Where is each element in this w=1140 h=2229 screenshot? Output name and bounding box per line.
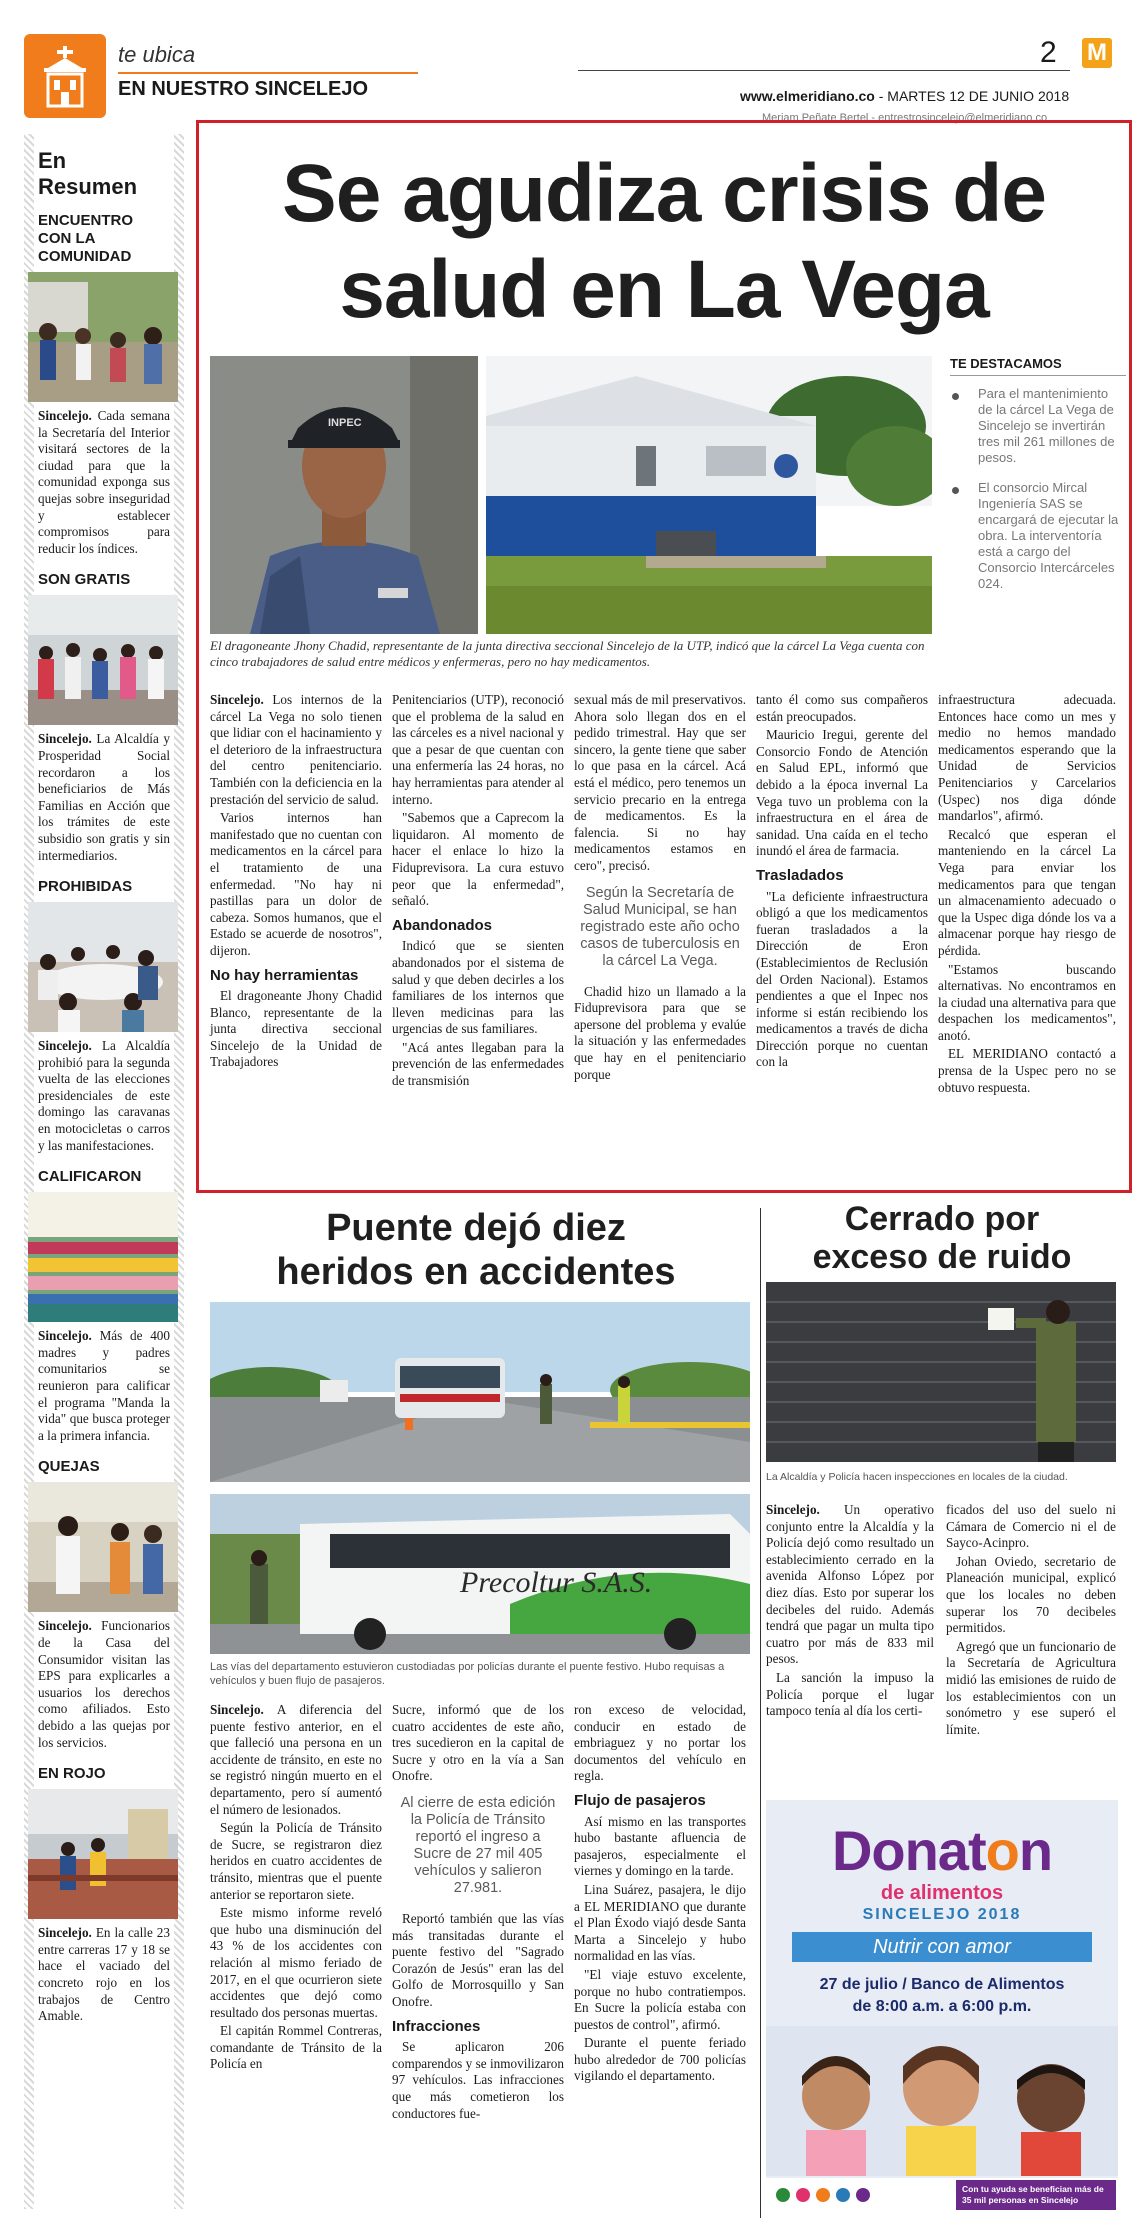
ad-footer-bar xyxy=(766,2178,1118,2212)
section-kicker: te ubica xyxy=(118,42,196,67)
sidebar-item-head: SON GRATIS xyxy=(38,571,131,589)
donaton-advertisement[interactable] xyxy=(766,1800,1118,2212)
ad-brand: Donaton xyxy=(831,1819,1053,1882)
highlight-item: El consorcio Mircal Ingeniería SAS se encargará de ejecutar la obra. La interventoría está a cargo del Consorcio Intercárceles 024. xyxy=(950,480,1126,592)
ruido-column-1: Sincelejo. Un operativo conjunto entre la Alcaldía y la Policía dejó como resultado un establecimiento cerrado en la avenida Alfonso López por diez días. Esto por superar los decibeles del ruido. Además tendrá que pagar un multa tipo cuatro por más de 833 mil pesos. La sanción la impuso la Policía porque el lugar tampoco tenía al día los certi- xyxy=(766,1502,934,1719)
site-url[interactable]: www.elmeridiano.co xyxy=(740,88,875,104)
subhead: Infracciones xyxy=(392,2017,481,2035)
subhead: Trasladados xyxy=(756,866,844,884)
ruido-headline xyxy=(766,1200,1118,1276)
feature-column-5: infraestructura adecuada. Entonces hace como un mes y medio no hemos mandado medicamentos esperando que la Unidad de Servicios Penitenciarios y Carcelarios (Uspec) nos diga dónde mandarlos", afirmó. Recalcó que esperan el manteniendo en la cárcel La Vega para enviar los medicamentos para que tengan un almacenamiento adecuado o que la Uspec diga dónde los va a almacenar porque hay riesgo de pérdida. "Estamos buscando alternativas. No encontramos en la ciudad una alternativa para que despachen los medicamentos", anotó. EL MERIDIANO contactó a prensa de la Uspec pero no se obtuvo respuesta. xyxy=(938,692,1116,1095)
sidebar-item-text: Sincelejo. En la calle 23 entre carreras 17 y 18 se hace el vaciado del concreto rojo en los trabajos de Centro Amable. xyxy=(38,1925,170,2024)
newspaper-logo: M xyxy=(1082,38,1112,68)
meeting-room-photo xyxy=(28,902,178,1032)
sidebar-item-text: Sincelejo. Más de 400 madres y padres comunitarios se reunieron para calificar el programa "Manda la vida" que busca proteger a la primera infancia. xyxy=(38,1328,170,1443)
sidebar-item-text: Sincelejo. La Alcaldía prohibió para la segunda vuelta de las elecciones presidenciales de este domingo las caravanas en motocicletas o carros y las manifestaciones. xyxy=(38,1038,170,1153)
sidebar-item xyxy=(38,1168,170,1444)
sidebar-item xyxy=(38,571,170,864)
kicker-rule xyxy=(118,72,418,74)
te-destacamos-title: TE DESTACAMOS xyxy=(950,356,1126,376)
sidebar-item-text: Sincelejo. Cada semana la Secretaría del Interior visitará sectores de la ciudad para que la comunidad exponga sus quejas sobre inseguridad y establecer compromisos para reducir los índices. xyxy=(38,408,170,556)
section-name: EN NUESTRO SINCELEJO xyxy=(118,78,369,100)
feature-photo-caption: El dragoneante Jhony Chadid, representante de la junta directiva seccional Sincelejo de la UTP, indicó que la cárcel La Vega cuenta con cinco trabajadores de salud entre médicos y enfermeras, pero no hay medicamentos. xyxy=(210,638,925,669)
sidebar-item-head: EN ROJO xyxy=(38,1765,106,1783)
puente-column-2: Sucre, informó que de los cuatro accidentes de este año, tres sucedieron en la capital de Sucre y otro en la vía a San Onofre. Al cierre de esta edición la Policía de Tránsito reportó el ingreso a Sucre de 27 mil 405 vehículos y salieron 27.981. Reportó también que las vías más transitadas durante el puente festivo del "Sagrado Corazón de Jesús" eran las del Golfo de Morrosquillo y San Onofre. Infracciones Se aplicaron 206 comparendos y se inmovilizaron 97 vehículos. Las infracciones que más cometieron los conductores fue- xyxy=(392,1702,564,2121)
puente-column-3: ron exceso de velocidad, conducir en estado de embriaguez y no portar los documentos del vehículo en regla. Flujo de pasajeros Así mismo en las transportes hubo bastante afluencia de pasajeros, especialmente el viernes y domingo en la tarde. Lina Suárez, pasajera, le dijo a EL MERIDIANO que durante el Plan Éxodo viajó desde Santa Marta a Sincelejo y hubo normalidad en las vías. "El viaje estuvo excelente, porque no hubo contratiempos. En Sucre la policía estaba con puestos de control", afirmó. Durante el puente feriado hubo alrededor de 700 policías vigilando el departamento. xyxy=(574,1702,746,2084)
sponsor-logo xyxy=(856,2188,870,2202)
feature-column-2: Penitenciarios (UTP), reconoció que el problema de la salud en las cárceles es a nivel nacional y que a pesar de que cuentan con una enfermería las 24 horas, no hay herramientas para atender al interno. "Sabemos que a Caprecom la liquidaron. Al momento de hacer el enlace lo hizo la Fiduprevisora. La cura estuvo peor que la enfermedad", señaló. Abandonados Indicó que se sienten abandonados por el sistema de salud y que deben decirles a los familiares de los internos que lleven medicinas para las urgencias de sus familiares. "Acá antes llegaban para la prevención de las enfermedades de transmisión xyxy=(392,692,564,1089)
page-number: 2 xyxy=(1040,36,1057,69)
sponsor-logo xyxy=(836,2188,850,2202)
dateline xyxy=(740,88,1069,104)
familias-en-accion-photo xyxy=(28,595,178,725)
subhead: No hay herramientas xyxy=(210,966,359,984)
sponsor-logo xyxy=(776,2188,790,2202)
sidebar-item xyxy=(38,212,170,557)
headline-line: Puente dejó diez xyxy=(326,1207,626,1249)
svg-text:INPEC: INPEC xyxy=(328,417,362,429)
church-icon xyxy=(40,46,90,108)
feature-column-4: tanto él como sus compañeros están preocupados. Mauricio Iregui, gerente del Consorcio Fondo de Atención en Salud EPL, informó que debido a la época invernal La Vega tuvo un problema con la infraestructura en el área de sanidad. Una caída en el techo inundó el área de farmacia. Trasladados "La deficiente infraestructura obligó a que los medicamentos fueran trasladados a la Dirección de Eron (Establecimientos de Reclusión del Orden Nacional). Estamos pendientes a que el Inpec nos informe si están recibiendo los medicamentos a través de dicha Dirección porque no cuentan con la xyxy=(756,692,928,1070)
sidebar-item-head: PROHIBIDAS xyxy=(38,878,133,896)
highlight-item: Para el mantenimiento de la cárcel La Vega de Sincelejo se invertirán tres mil 261 millones de pesos. xyxy=(950,386,1126,466)
children-photo xyxy=(766,2026,1118,2176)
column-divider xyxy=(760,1208,761,2218)
sidebar-item-head: QUEJAS xyxy=(38,1458,100,1476)
sidebar-item-text: Sincelejo. Funcionarios de la Casa del Consumidor visitan las EPS para explicarles a usuarios los derechos como afiliados. Esto debido a las quejas por los servicios. xyxy=(38,1618,170,1750)
headline-line: Cerrado por xyxy=(844,1200,1040,1238)
subhead: Abandonados xyxy=(392,916,492,934)
byline: Meriam Peñate Bertel - entrestrosincelejo@elmeridiano.co xyxy=(762,112,1048,124)
headline-line: exceso de ruido xyxy=(812,1238,1072,1276)
sidebar-item xyxy=(38,878,170,1154)
ruido-column-2: ficados del uso del suelo ni Cámara de Comercio ni el de Sayco-Acinpro. Johan Oviedo, secretario de Planeación municipal, explicó que los locales no deben superar los 70 decibeles permitidos. Agregó que un funcionario de la Secretaría de Agricultura midió las emisiones de ruido de los establecimientos con un sonómetro y ese superó el límite. xyxy=(946,1502,1116,1737)
community-parents-photo xyxy=(28,1192,178,1322)
consumer-office-photo xyxy=(28,1482,178,1612)
sidebar-item-head: CALIFICARON xyxy=(38,1168,142,1186)
sidebar-en-resumen xyxy=(24,134,184,2209)
section-logo xyxy=(24,34,106,118)
closed-shop-photo xyxy=(766,1282,1116,1462)
sidebar-item xyxy=(38,1765,170,2025)
puente-headline xyxy=(200,1206,752,1294)
header-rule xyxy=(578,70,1070,71)
ad-tagline: Nutrir con amor xyxy=(792,1932,1092,1962)
headline-line: Se agudiza crisis de xyxy=(282,148,1046,239)
feature-column-3: sexual más de mil preservativos. Ahora solo llegan dos en el pedido trimestral. Hay que ser sincero, la gente tiene que saber lo que pasa en la cárcel. Acá está el médico, pero tenemos un servicio precario en la entrega de medicamentos. Es la falencia. Si no hay medicamentos estamos en cero", precisó. Según la Secretaría de Salud Municipal, se han registrado este año ocho casos de tuberculosis en la cárcel La Vega. Chadid hizo un llamado a la Fiduprevisora para que se apersone del problema y evalúe la situación y las enfermedades que hay en el penitenciario porque xyxy=(574,692,746,1082)
sidebar-title: En Resumen xyxy=(38,148,138,199)
pull-quote: Según la Secretaría de Salud Municipal, se han registrado este año ocho casos de tuberculosis en la cárcel La Vega. xyxy=(580,884,740,969)
ad-footer-text: Con tu ayuda se benefician más de 35 mil personas en Sincelejo xyxy=(956,2180,1116,2210)
sponsor-logo xyxy=(816,2188,830,2202)
guard-portrait-photo xyxy=(210,356,478,634)
pull-quote: Al cierre de esta edición la Policía de Tránsito reportó el ingreso a Sucre de 27 mil 405 vehículos y salieron 27.981. xyxy=(400,1794,556,1896)
concrete-works-photo xyxy=(28,1789,178,1919)
issue-date: - MARTES 12 DE JUNIO 2018 xyxy=(874,88,1070,104)
police-checkpoint-photo xyxy=(210,1302,750,1482)
headline-line: salud en La Vega xyxy=(339,244,989,335)
ruido-photo-caption: La Alcaldía y Policía hacen inspecciones en locales de la ciudad. xyxy=(766,1471,1068,1483)
puente-photo-caption: Las vías del departamento estuvieron custodiadas por policías durante el puente festivo. Hubo requisas a vehículos y buen flujo de pasajeros. xyxy=(210,1661,725,1687)
feature-column-1: Sincelejo. Los internos de la cárcel La Vega no solo tienen que lidiar con el hacinamiento y el deterioro de la infraestructura del centro penitenciario. También con la deficiencia en la prestación del servicio de salud. Varios internos han manifestado que no cuentan con medicamentos en la cárcel para el tratamiento de una enfermedad. "No hay ni pastillas para un dolor de cabeza. Somos humanos, que el Estado se acuerde de nosotros", dijeron. No hay herramientas El dragoneante Jhony Chadid Blanco, representante de la junta directiva seccional Sincelejo de la Unidad de Trabajadores xyxy=(210,692,382,1070)
feature-headline xyxy=(200,146,1128,338)
prison-building-photo xyxy=(486,356,932,634)
bus-brand-text: Precoltur S.A.S. xyxy=(460,1566,653,1599)
sponsor-logo xyxy=(796,2188,810,2202)
headline-line: heridos en accidentes xyxy=(276,1251,676,1293)
ad-city: SINCELEJO 2018 xyxy=(862,1906,1022,1923)
puente-column-1: Sincelejo. A diferencia del puente festivo anterior, en el que falleció una persona en un accidente de tránsito, en este no se registró ningún muerto en el departamento, pero sí aumentó el número de lesionados. Según la Policía de Tránsito de Sucre, se registraron diez heridos en cuatro accidentes de tránsito, mientras que el puente anterior se reportaron siete. Este mismo informe reveló que hubo una disminución del 43 % de los accidentes con relación al mismo feriado de 2017, en el que ocurrieron siete accidentes que dejó como resultado dos personas muertas. El capitán Rommel Contreras, comandante de Tránsito de la Policía en xyxy=(210,1702,382,2072)
sidebar-item-text: Sincelejo. La Alcaldía y Prosperidad Social recordaron a los beneficiarios de Más Familias en Acción que los trámites de este subsidio son gratis y sin intermediarios. xyxy=(38,731,170,863)
ad-brand-sub: de alimentos xyxy=(880,1882,1004,1904)
ad-time-line: de 8:00 a.m. a 6:00 p.m. xyxy=(852,1998,1032,2015)
sidebar-item xyxy=(38,1458,170,1751)
bus-inspection-photo xyxy=(210,1494,750,1654)
te-destacamos-box xyxy=(950,356,1126,606)
sidebar-item-head: ENCUENTRO CON LA COMUNIDAD xyxy=(38,212,134,265)
subhead: Flujo de pasajeros xyxy=(574,1791,706,1809)
ad-date-line: 27 de julio / Banco de Alimentos xyxy=(819,1976,1065,1993)
community-meeting-photo xyxy=(28,272,178,402)
